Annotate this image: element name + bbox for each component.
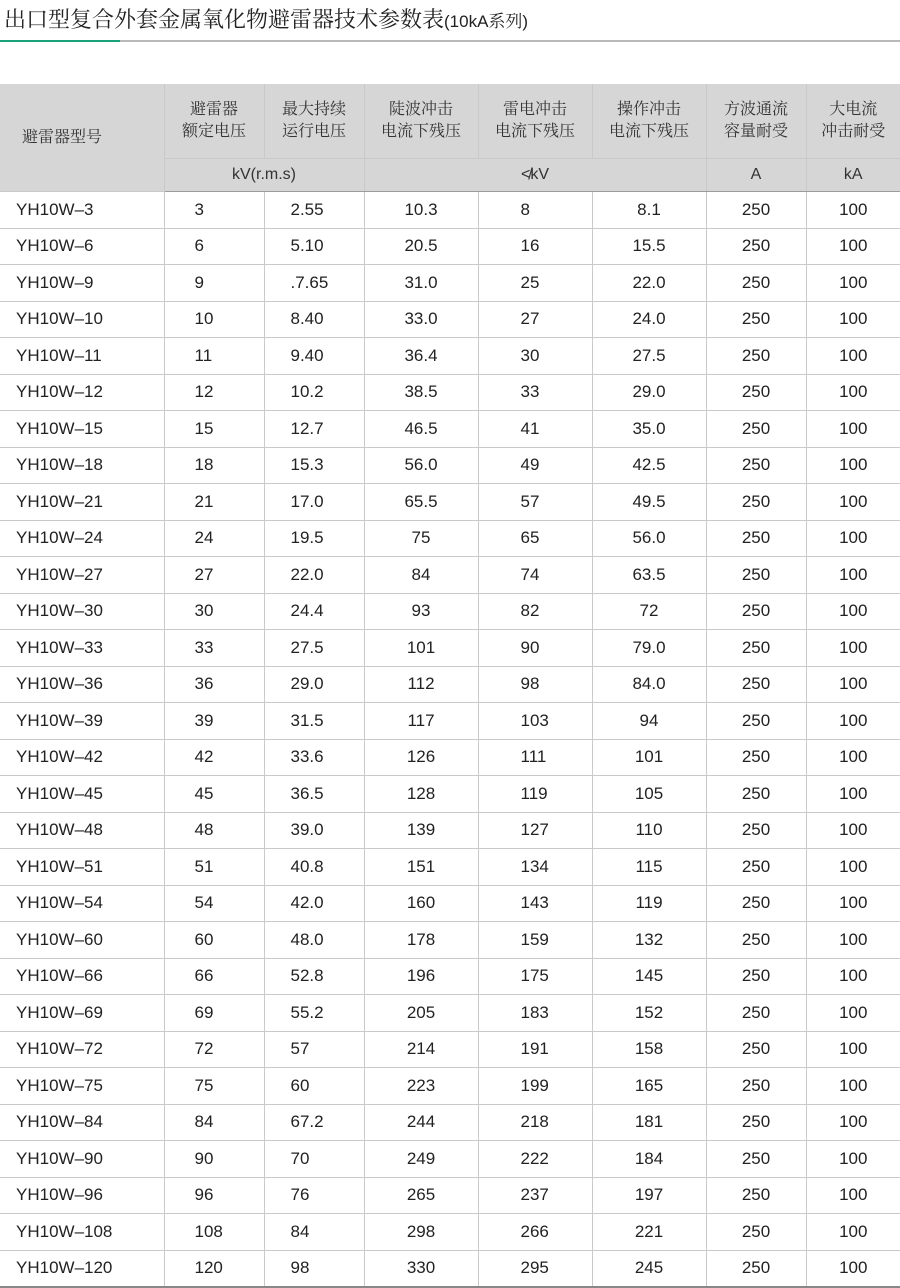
- cell-model: YH10W–69: [0, 995, 164, 1032]
- cell-square: 250: [706, 703, 806, 740]
- cell-rated: 9: [164, 265, 264, 302]
- header-high-current: 大电流 冲击耐受: [806, 84, 900, 159]
- table-row: [0, 447, 900, 484]
- cell-steep: 128: [364, 776, 478, 813]
- cell-switching: 165: [592, 1068, 706, 1105]
- cell-high: 100: [806, 776, 900, 813]
- cell-lightning: 41: [478, 411, 592, 448]
- cell-model: YH10W–42: [0, 739, 164, 776]
- cell-model: YH10W–72: [0, 1031, 164, 1068]
- cell-rated: 54: [164, 885, 264, 922]
- cell-steep: 31.0: [364, 265, 478, 302]
- cell-lightning: 191: [478, 1031, 592, 1068]
- table-row: [0, 374, 900, 411]
- cell-high: 100: [806, 338, 900, 375]
- cell-mcov: 36.5: [264, 776, 364, 813]
- cell-model: YH10W–75: [0, 1068, 164, 1105]
- cell-rated: 24: [164, 520, 264, 557]
- cell-square: 250: [706, 228, 806, 265]
- cell-high: 100: [806, 739, 900, 776]
- cell-rated: 39: [164, 703, 264, 740]
- cell-high: 100: [806, 1104, 900, 1141]
- header-row: [0, 84, 900, 159]
- cell-mcov: 8.40: [264, 301, 364, 338]
- cell-steep: 36.4: [364, 338, 478, 375]
- cell-switching: 181: [592, 1104, 706, 1141]
- cell-model: YH10W–51: [0, 849, 164, 886]
- cell-lightning: 82: [478, 593, 592, 630]
- cell-rated: 42: [164, 739, 264, 776]
- cell-mcov: 12.7: [264, 411, 364, 448]
- header-rated-voltage: 避雷器 额定电压: [164, 84, 264, 159]
- cell-square: 250: [706, 265, 806, 302]
- table-row: [0, 520, 900, 557]
- cell-lightning: 57: [478, 484, 592, 521]
- cell-switching: 145: [592, 958, 706, 995]
- cell-model: YH10W–33: [0, 630, 164, 667]
- cell-rated: 69: [164, 995, 264, 1032]
- cell-model: YH10W–60: [0, 922, 164, 959]
- cell-switching: 35.0: [592, 411, 706, 448]
- header-model: 避雷器型号: [0, 84, 164, 192]
- cell-lightning: 103: [478, 703, 592, 740]
- cell-lightning: 74: [478, 557, 592, 594]
- cell-model: YH10W–90: [0, 1141, 164, 1178]
- cell-steep: 244: [364, 1104, 478, 1141]
- cell-mcov: 40.8: [264, 849, 364, 886]
- cell-lightning: 98: [478, 666, 592, 703]
- header-lightning-residual: 雷电冲击 电流下残压: [478, 84, 592, 159]
- cell-mcov: 29.0: [264, 666, 364, 703]
- cell-lightning: 8: [478, 192, 592, 229]
- table-row: [0, 301, 900, 338]
- cell-mcov: 70: [264, 1141, 364, 1178]
- cell-switching: 27.5: [592, 338, 706, 375]
- cell-steep: 10.3: [364, 192, 478, 229]
- cell-model: YH10W–12: [0, 374, 164, 411]
- cell-mcov: 39.0: [264, 812, 364, 849]
- cell-rated: 6: [164, 228, 264, 265]
- table-row: [0, 885, 900, 922]
- cell-rated: 48: [164, 812, 264, 849]
- cell-switching: 197: [592, 1177, 706, 1214]
- cell-steep: 101: [364, 630, 478, 667]
- unit-ka: kA: [806, 159, 900, 192]
- cell-steep: 56.0: [364, 447, 478, 484]
- cell-rated: 90: [164, 1141, 264, 1178]
- cell-high: 100: [806, 666, 900, 703]
- cell-model: YH10W–24: [0, 520, 164, 557]
- cell-square: 250: [706, 776, 806, 813]
- cell-model: YH10W–30: [0, 593, 164, 630]
- title-main: 出口型复合外套金属氧化物避雷器技术参数表: [4, 7, 445, 32]
- cell-mcov: 33.6: [264, 739, 364, 776]
- cell-square: 250: [706, 885, 806, 922]
- unit-kv-rms: kV(r.m.s): [164, 159, 364, 192]
- cell-model: YH10W–36: [0, 666, 164, 703]
- cell-square: 250: [706, 1250, 806, 1287]
- cell-steep: 65.5: [364, 484, 478, 521]
- cell-high: 100: [806, 265, 900, 302]
- cell-rated: 66: [164, 958, 264, 995]
- table-row: [0, 484, 900, 521]
- cell-lightning: 65: [478, 520, 592, 557]
- cell-steep: 330: [364, 1250, 478, 1287]
- cell-switching: 184: [592, 1141, 706, 1178]
- cell-switching: 42.5: [592, 447, 706, 484]
- cell-square: 250: [706, 630, 806, 667]
- cell-steep: 20.5: [364, 228, 478, 265]
- cell-switching: 101: [592, 739, 706, 776]
- cell-high: 100: [806, 1141, 900, 1178]
- cell-model: YH10W–9: [0, 265, 164, 302]
- title-divider: [0, 40, 900, 42]
- cell-mcov: 52.8: [264, 958, 364, 995]
- cell-model: YH10W–39: [0, 703, 164, 740]
- cell-model: YH10W–48: [0, 812, 164, 849]
- cell-high: 100: [806, 849, 900, 886]
- cell-switching: 158: [592, 1031, 706, 1068]
- cell-square: 250: [706, 520, 806, 557]
- cell-lightning: 134: [478, 849, 592, 886]
- table-row: [0, 703, 900, 740]
- cell-high: 100: [806, 1068, 900, 1105]
- cell-square: 250: [706, 411, 806, 448]
- cell-high: 100: [806, 520, 900, 557]
- cell-high: 100: [806, 301, 900, 338]
- cell-model: YH10W–15: [0, 411, 164, 448]
- cell-switching: 245: [592, 1250, 706, 1287]
- cell-mcov: 48.0: [264, 922, 364, 959]
- table-row: [0, 922, 900, 959]
- cell-high: 100: [806, 1250, 900, 1287]
- cell-switching: 84.0: [592, 666, 706, 703]
- cell-switching: 79.0: [592, 630, 706, 667]
- header-mcov: 最大持续 运行电压: [264, 84, 364, 159]
- cell-rated: 45: [164, 776, 264, 813]
- cell-square: 250: [706, 338, 806, 375]
- header-square-wave: 方波通流 容量耐受: [706, 84, 806, 159]
- cell-rated: 96: [164, 1177, 264, 1214]
- cell-model: YH10W–3: [0, 192, 164, 229]
- cell-steep: 214: [364, 1031, 478, 1068]
- cell-steep: 298: [364, 1214, 478, 1251]
- cell-mcov: 67.2: [264, 1104, 364, 1141]
- cell-square: 250: [706, 1031, 806, 1068]
- cell-switching: 152: [592, 995, 706, 1032]
- cell-high: 100: [806, 812, 900, 849]
- cell-rated: 51: [164, 849, 264, 886]
- cell-square: 250: [706, 593, 806, 630]
- cell-rated: 12: [164, 374, 264, 411]
- cell-mcov: 57: [264, 1031, 364, 1068]
- cell-steep: 178: [364, 922, 478, 959]
- table-row: [0, 776, 900, 813]
- cell-rated: 33: [164, 630, 264, 667]
- cell-steep: 112: [364, 666, 478, 703]
- table-row: [0, 630, 900, 667]
- cell-switching: 8.1: [592, 192, 706, 229]
- cell-rated: 3: [164, 192, 264, 229]
- table-row: [0, 1177, 900, 1214]
- cell-rated: 108: [164, 1214, 264, 1251]
- cell-square: 250: [706, 484, 806, 521]
- cell-lightning: 30: [478, 338, 592, 375]
- cell-rated: 36: [164, 666, 264, 703]
- cell-rated: 10: [164, 301, 264, 338]
- cell-high: 100: [806, 630, 900, 667]
- table-row: [0, 666, 900, 703]
- cell-high: 100: [806, 411, 900, 448]
- cell-model: YH10W–54: [0, 885, 164, 922]
- cell-high: 100: [806, 703, 900, 740]
- cell-rated: 27: [164, 557, 264, 594]
- cell-mcov: 15.3: [264, 447, 364, 484]
- cell-high: 100: [806, 593, 900, 630]
- cell-lightning: 25: [478, 265, 592, 302]
- cell-rated: 60: [164, 922, 264, 959]
- cell-switching: 115: [592, 849, 706, 886]
- cell-steep: 249: [364, 1141, 478, 1178]
- cell-switching: 29.0: [592, 374, 706, 411]
- cell-switching: 15.5: [592, 228, 706, 265]
- cell-square: 250: [706, 849, 806, 886]
- cell-lightning: 199: [478, 1068, 592, 1105]
- table-row: [0, 411, 900, 448]
- cell-high: 100: [806, 374, 900, 411]
- cell-square: 250: [706, 958, 806, 995]
- unit-a: A: [706, 159, 806, 192]
- cell-lightning: 90: [478, 630, 592, 667]
- cell-lightning: 222: [478, 1141, 592, 1178]
- cell-square: 250: [706, 192, 806, 229]
- cell-model: YH10W–84: [0, 1104, 164, 1141]
- table-row: [0, 228, 900, 265]
- cell-high: 100: [806, 228, 900, 265]
- cell-steep: 205: [364, 995, 478, 1032]
- table-row: [0, 338, 900, 375]
- header-switching-residual: 操作冲击 电流下残压: [592, 84, 706, 159]
- cell-model: YH10W–120: [0, 1250, 164, 1287]
- table-row: [0, 557, 900, 594]
- cell-mcov: 24.4: [264, 593, 364, 630]
- table-row: [0, 1250, 900, 1287]
- cell-steep: 33.0: [364, 301, 478, 338]
- cell-model: YH10W–45: [0, 776, 164, 813]
- cell-mcov: 55.2: [264, 995, 364, 1032]
- cell-lightning: 27: [478, 301, 592, 338]
- table-row: [0, 958, 900, 995]
- cell-model: YH10W–21: [0, 484, 164, 521]
- cell-mcov: 9.40: [264, 338, 364, 375]
- cell-lightning: 143: [478, 885, 592, 922]
- cell-lightning: 237: [478, 1177, 592, 1214]
- cell-rated: 84: [164, 1104, 264, 1141]
- cell-square: 250: [706, 922, 806, 959]
- cell-mcov: 5.10: [264, 228, 364, 265]
- cell-switching: 119: [592, 885, 706, 922]
- cell-high: 100: [806, 557, 900, 594]
- cell-lightning: 111: [478, 739, 592, 776]
- cell-steep: 38.5: [364, 374, 478, 411]
- cell-lightning: 119: [478, 776, 592, 813]
- cell-steep: 46.5: [364, 411, 478, 448]
- cell-steep: 196: [364, 958, 478, 995]
- cell-steep: 117: [364, 703, 478, 740]
- cell-steep: 151: [364, 849, 478, 886]
- cell-switching: 63.5: [592, 557, 706, 594]
- cell-model: YH10W–11: [0, 338, 164, 375]
- cell-lightning: 49: [478, 447, 592, 484]
- cell-mcov: 31.5: [264, 703, 364, 740]
- cell-square: 250: [706, 812, 806, 849]
- cell-steep: 160: [364, 885, 478, 922]
- cell-switching: 105: [592, 776, 706, 813]
- cell-steep: 126: [364, 739, 478, 776]
- cell-rated: 75: [164, 1068, 264, 1105]
- table-row: [0, 265, 900, 302]
- cell-steep: 84: [364, 557, 478, 594]
- table-row: [0, 1068, 900, 1105]
- title-divider-accent: [0, 40, 120, 42]
- cell-steep: 139: [364, 812, 478, 849]
- header-steep-residual: 陡波冲击 电流下残压: [364, 84, 478, 159]
- cell-mcov: 76: [264, 1177, 364, 1214]
- cell-switching: 24.0: [592, 301, 706, 338]
- cell-steep: 93: [364, 593, 478, 630]
- cell-rated: 21: [164, 484, 264, 521]
- cell-lightning: 33: [478, 374, 592, 411]
- table-row: [0, 593, 900, 630]
- page-title: [4, 2, 528, 38]
- cell-model: YH10W–66: [0, 958, 164, 995]
- cell-square: 250: [706, 557, 806, 594]
- cell-high: 100: [806, 1031, 900, 1068]
- cell-model: YH10W–18: [0, 447, 164, 484]
- table-body: [0, 192, 900, 1288]
- cell-steep: 223: [364, 1068, 478, 1105]
- cell-switching: 72: [592, 593, 706, 630]
- cell-rated: 30: [164, 593, 264, 630]
- cell-high: 100: [806, 447, 900, 484]
- cell-lightning: 127: [478, 812, 592, 849]
- cell-lightning: 295: [478, 1250, 592, 1287]
- cell-mcov: 19.5: [264, 520, 364, 557]
- cell-model: YH10W–96: [0, 1177, 164, 1214]
- table-row: [0, 1104, 900, 1141]
- cell-rated: 72: [164, 1031, 264, 1068]
- cell-high: 100: [806, 1214, 900, 1251]
- cell-square: 250: [706, 1068, 806, 1105]
- table-row: [0, 812, 900, 849]
- cell-high: 100: [806, 885, 900, 922]
- cell-mcov: .7.65: [264, 265, 364, 302]
- title-sub: (10kA系列): [444, 12, 529, 31]
- table-row: [0, 1031, 900, 1068]
- cell-rated: 11: [164, 338, 264, 375]
- table-row: [0, 995, 900, 1032]
- cell-steep: 75: [364, 520, 478, 557]
- cell-model: YH10W–27: [0, 557, 164, 594]
- unit-kv-max: ≮kV: [364, 159, 706, 192]
- cell-square: 250: [706, 1141, 806, 1178]
- cell-square: 250: [706, 666, 806, 703]
- cell-mcov: 60: [264, 1068, 364, 1105]
- cell-high: 100: [806, 1177, 900, 1214]
- cell-mcov: 17.0: [264, 484, 364, 521]
- cell-rated: 120: [164, 1250, 264, 1287]
- cell-switching: 49.5: [592, 484, 706, 521]
- cell-switching: 22.0: [592, 265, 706, 302]
- cell-steep: 265: [364, 1177, 478, 1214]
- cell-high: 100: [806, 958, 900, 995]
- cell-switching: 221: [592, 1214, 706, 1251]
- cell-model: YH10W–10: [0, 301, 164, 338]
- cell-mcov: 27.5: [264, 630, 364, 667]
- cell-lightning: 218: [478, 1104, 592, 1141]
- cell-square: 250: [706, 301, 806, 338]
- cell-rated: 18: [164, 447, 264, 484]
- cell-switching: 56.0: [592, 520, 706, 557]
- cell-square: 250: [706, 1214, 806, 1251]
- cell-switching: 132: [592, 922, 706, 959]
- cell-high: 100: [806, 995, 900, 1032]
- cell-switching: 94: [592, 703, 706, 740]
- cell-rated: 15: [164, 411, 264, 448]
- cell-model: YH10W–108: [0, 1214, 164, 1251]
- cell-square: 250: [706, 995, 806, 1032]
- cell-mcov: 22.0: [264, 557, 364, 594]
- table-row: [0, 192, 900, 229]
- cell-mcov: 84: [264, 1214, 364, 1251]
- cell-lightning: 175: [478, 958, 592, 995]
- cell-square: 250: [706, 1104, 806, 1141]
- table-row: [0, 739, 900, 776]
- cell-model: YH10W–6: [0, 228, 164, 265]
- cell-lightning: 183: [478, 995, 592, 1032]
- cell-square: 250: [706, 1177, 806, 1214]
- cell-mcov: 42.0: [264, 885, 364, 922]
- cell-high: 100: [806, 922, 900, 959]
- cell-mcov: 2.55: [264, 192, 364, 229]
- table-row: [0, 1214, 900, 1251]
- cell-square: 250: [706, 739, 806, 776]
- cell-mcov: 98: [264, 1250, 364, 1287]
- cell-high: 100: [806, 484, 900, 521]
- table-row: [0, 849, 900, 886]
- arrester-parameter-table: [0, 84, 900, 1288]
- cell-lightning: 16: [478, 228, 592, 265]
- cell-mcov: 10.2: [264, 374, 364, 411]
- cell-square: 250: [706, 374, 806, 411]
- cell-lightning: 159: [478, 922, 592, 959]
- cell-lightning: 266: [478, 1214, 592, 1251]
- cell-switching: 110: [592, 812, 706, 849]
- table-row: [0, 1141, 900, 1178]
- cell-square: 250: [706, 447, 806, 484]
- cell-high: 100: [806, 192, 900, 229]
